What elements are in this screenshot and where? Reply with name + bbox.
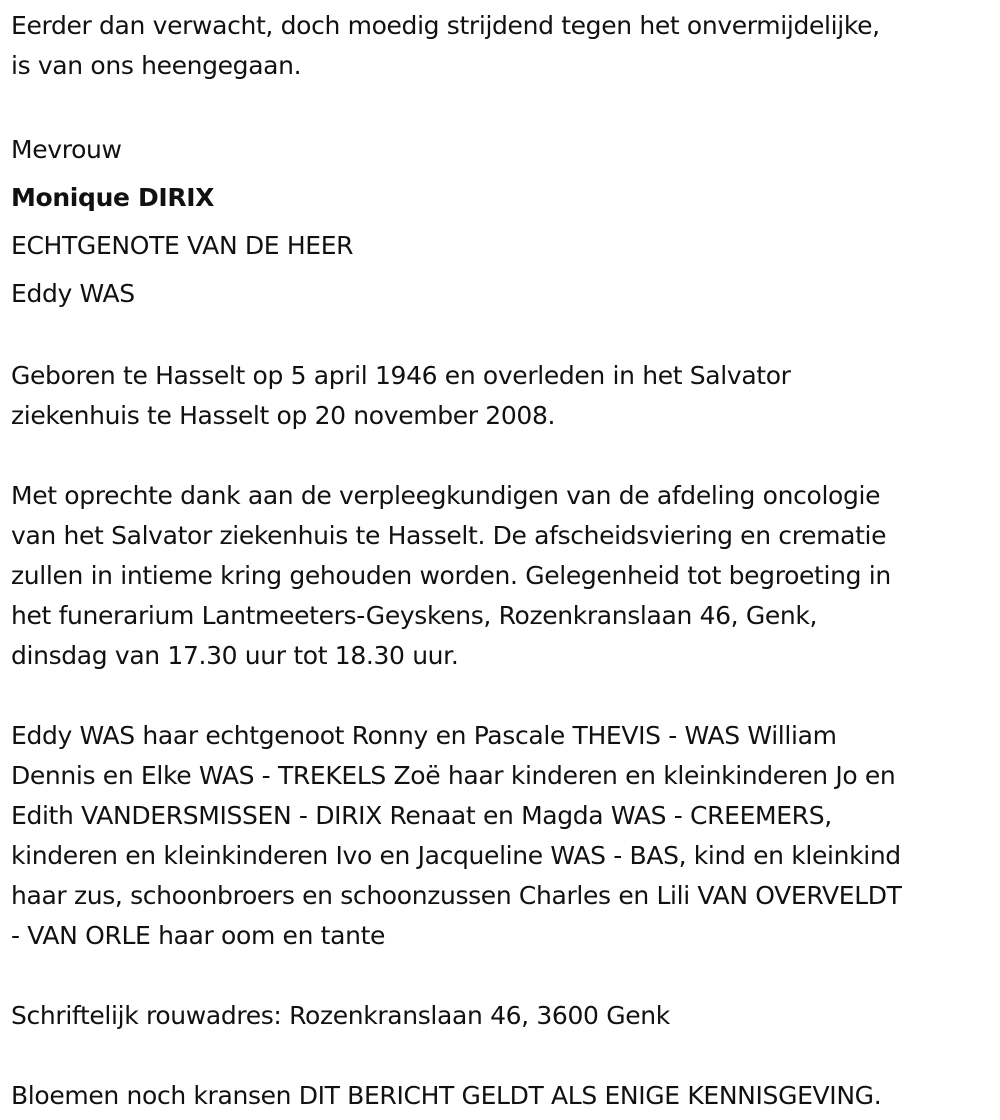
thanks-line: Met oprechte dank aan de verpleegkundigen van de afdeling oncologie [11,481,881,510]
thanks-line: dinsdag van 17.30 uur tot 18.30 uur. [11,641,459,670]
birth-death-line: ziekenhuis te Hasselt op 20 november 2008. [11,401,556,430]
address-paragraph [11,996,988,1036]
family-line: kinderen en kleinkinderen Ivo en Jacqueline WAS - BAS, kind en kleinkind [11,841,901,870]
birth-death-line: Geboren te Hasselt op 5 april 1946 en overleden in het Salvator [11,361,791,390]
thanks-line: van het Salvator ziekenhuis te Hasselt. De afscheidsviering en crematie [11,521,887,550]
family-line: Dennis en Elke WAS - TREKELS Zoë haar kinderen en kleinkinderen Jo en [11,761,896,790]
deceased-name: Monique DIRIX [11,183,215,212]
thanks-line: zullen in intieme kring gehouden worden. Gelegenheid tot begroeting in [11,561,891,590]
closing-line: Bloemen noch kransen DIT BERICHT GELDT ALS ENIGE KENNISGEVING. [11,1081,882,1110]
intro-line: Eerder dan verwacht, doch moedig strijdend tegen het onvermijdelijke, [11,11,880,40]
deceased-block [11,126,988,318]
salutation: Mevrouw [11,135,122,164]
spouse-name: Eddy WAS [11,279,135,308]
intro-line: is van ons heengegaan. [11,51,302,80]
family-line: - VAN ORLE haar oom en tante [11,921,386,950]
thanks-line: het funerarium Lantmeeters-Geyskens, Rozenkranslaan 46, Genk, [11,601,818,630]
family-paragraph [11,716,988,956]
spouse-title: ECHTGENOTE VAN DE HEER [11,231,354,260]
family-line: Eddy WAS haar echtgenoot Ronny en Pascale THEVIS - WAS William [11,721,837,750]
family-line: haar zus, schoonbroers en schoonzussen Charles en Lili VAN OVERVELDT [11,881,902,910]
intro-paragraph [11,6,988,86]
thanks-service-paragraph [11,476,988,676]
closing-paragraph [11,1076,988,1116]
birth-death-paragraph [11,356,988,436]
family-line: Edith VANDERSMISSEN - DIRIX Renaat en Magda WAS - CREEMERS, [11,801,832,830]
mourning-address: Schriftelijk rouwadres: Rozenkranslaan 46, 3600 Genk [11,1001,670,1030]
